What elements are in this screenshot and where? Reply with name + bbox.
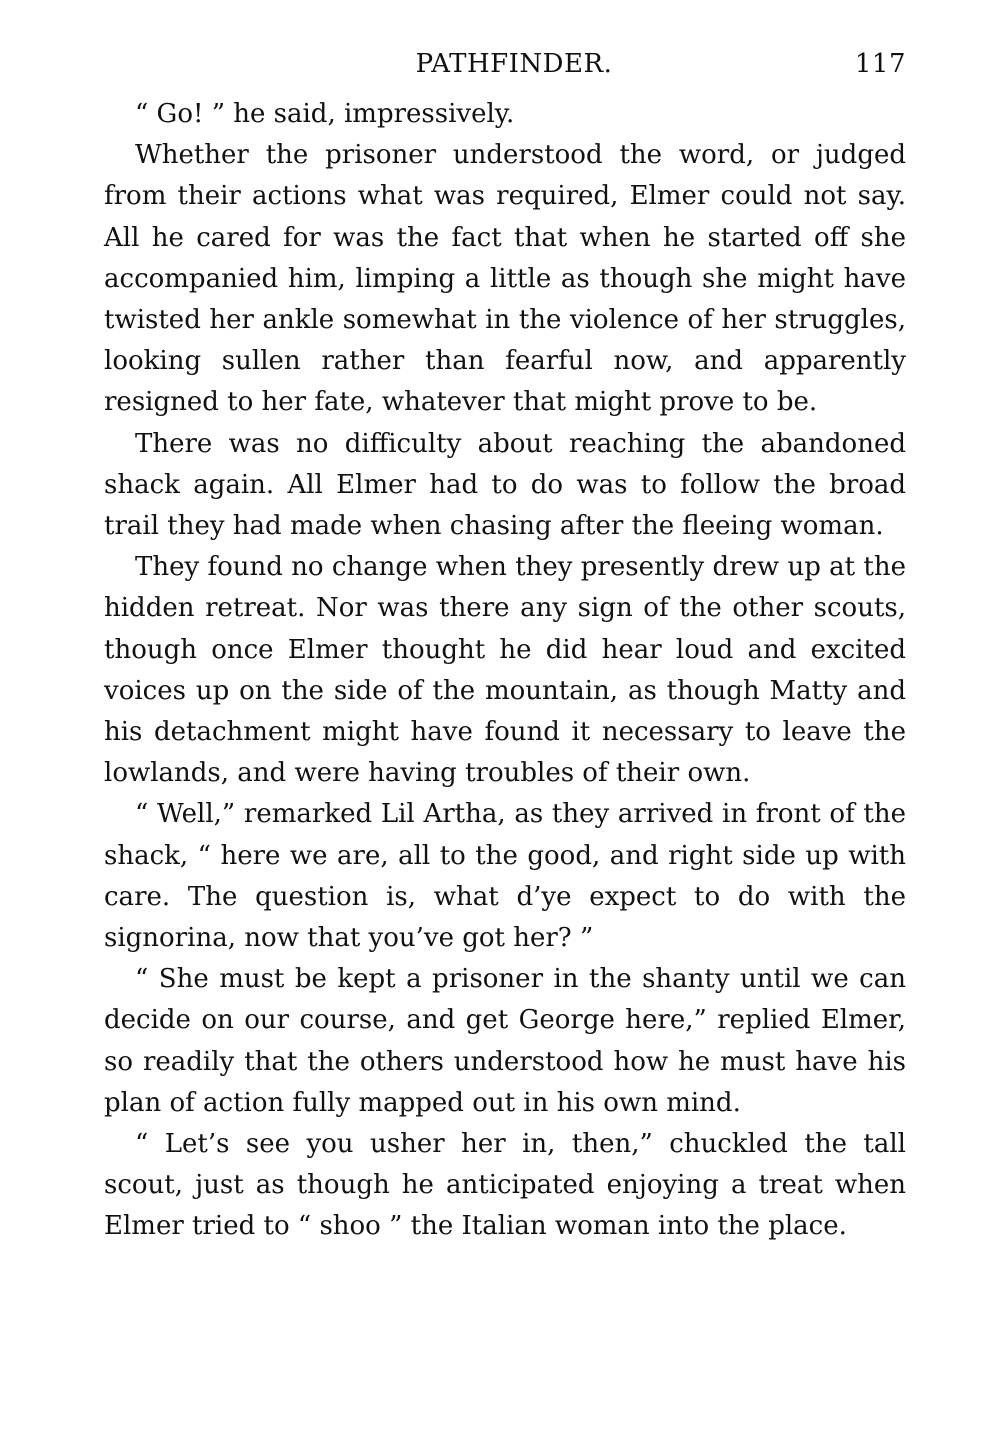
paragraph: “ She must be kept a prisoner in the shanty until we can decide on our course, and get George here,” replied Elmer, so readily that the others understood how he must have his plan of action fully mapped out in his own mind. <box>104 964 906 1118</box>
paragraph: “ Let’s see you usher her in, then,” chuckled the tall scout, just as though he anticipated enjoying a treat when Elmer tried to “ shoo ” the Italian woman into the place. <box>104 1129 906 1242</box>
body-text <box>104 94 906 1248</box>
running-title: PATHFINDER. <box>415 49 613 79</box>
paragraph: They found no change when they presently drew up at the hidden retreat. Nor was there any sign of the other scouts, though once Elmer thought he did hear loud and excited voices up on the side of the mountain, as though Matty and his detachment might have found it necessary to leave the lowlands, and were having troubles of their own. <box>104 552 906 789</box>
book-page <box>104 44 906 1248</box>
paragraph: Whether the prisoner understood the word, or judged from their actions what was required, Elmer could not say. All he cared for was the fact that when he started off she accompanied him, limping a little as though she might have twisted her ankle somewhat in the violence of her struggles, looking sullen rather than fearful now, and apparently resigned to her fate, whatever that might prove to be. <box>104 140 906 418</box>
running-head <box>104 44 906 84</box>
paragraph: “ Well,” remarked Lil Artha, as they arrived in front of the shack, “ here we are, all to the good, and right side up with care. The question is, what d’ye expect to do with the signorina, now that you’ve got her? ” <box>104 799 906 954</box>
page-number: 117 <box>854 49 906 79</box>
paragraph: There was no difficulty about reaching the abandoned shack again. All Elmer had to do was to follow the broad trail they had made when chasing after the fleeing woman. <box>104 428 906 542</box>
paragraph: “ Go! ” he said, impressively. <box>135 99 515 129</box>
